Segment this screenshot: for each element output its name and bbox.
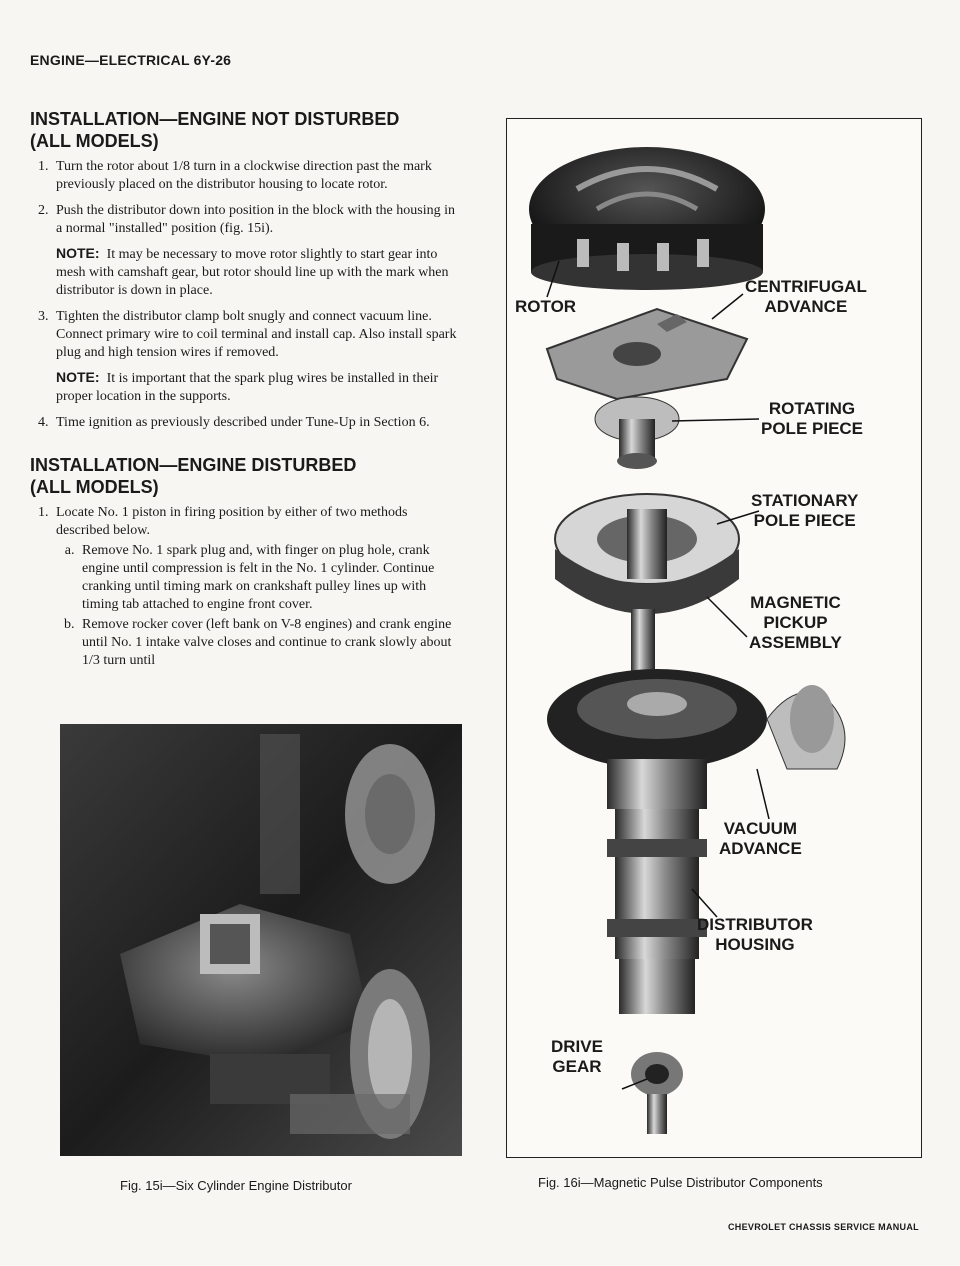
label-rotor: ROTOR (515, 297, 577, 316)
label-centrifugal-advance: CENTRIFUGAL ADVANCE (745, 277, 867, 316)
substeps (56, 542, 460, 670)
distributor-photo (60, 724, 462, 1156)
page-footer: CHEVROLET CHASSIS SERVICE MANUAL (728, 1222, 919, 1232)
section2-steps (30, 504, 460, 670)
step-2: 2. Push the distributor down into position in the block with the housing in a normal "installed" position (fig. 15i). NOTE: It may be necessary to move rotor slightly to start gear into mesh with camshaft gear, but rotor should line up with the mark when distributor is down in place. (52, 202, 460, 300)
figure-16i (506, 118, 922, 1158)
step-4: 4. Time ignition as previously described under Tune-Up in Section 6. (52, 414, 460, 432)
step-3: 3. Tighten the distributor clamp bolt snugly and connect vacuum line. Connect primary wire to coil terminal and install cap. Also install spark plug and high tension wires if removed. NOTE: It is important that the spark plug wires be installed in their proper location in the supports. (52, 308, 460, 406)
left-column (30, 108, 460, 678)
exploded-view-illustration (507, 119, 923, 1159)
label-magnetic-pickup-assembly: MAGNETIC PICKUP ASSEMBLY (749, 593, 842, 652)
substep-b: b. Remove rocker cover (left bank on V-8 engines) and crank engine until No. 1 intake valve closes and continue to crank slowly about 1/3 turn until (78, 616, 460, 670)
note-1: NOTE: It may be necessary to move rotor slightly to start gear into mesh with camshaft gear, but rotor should line up with the mark when distributor is down in place. (56, 245, 449, 298)
section2-title: INSTALLATION—ENGINE DISTURBED (ALL MODELS) (30, 455, 357, 497)
step-1: 1. Turn the rotor about 1/8 turn in a clockwise direction past the mark previously placed on the distributor housing to locate rotor. (52, 158, 460, 194)
substep-a: a. Remove No. 1 spark plug and, with finger on plug hole, crank engine until compression is felt in the No. 1 cylinder. Continue cranking until timing mark on crankshaft pulley lines up with timing tab attached to engine front cover. (78, 542, 460, 614)
figure-16i-caption: Fig. 16i—Magnetic Pulse Distributor Components (538, 1175, 823, 1190)
figure-15i-caption: Fig. 15i—Six Cylinder Engine Distributor (120, 1178, 352, 1193)
section1-title: INSTALLATION—ENGINE NOT DISTURBED (ALL MODELS) (30, 109, 400, 151)
label-rotating-pole-piece: ROTATING POLE PIECE (761, 399, 864, 438)
step-2-1: 1. Locate No. 1 piston in firing position by either of two methods described below. a. Remove No. 1 spark plug and, with finger on plug hole, crank engine until compression is felt in the No. 1 cylinder. Continue cranking until timing mark on crankshaft pulley lines up with timing tab attached to engine front cover. b. Remove rocker cover (left bank on V-8 engines) and crank engine until No. 1 intake valve closes and continue to crank slowly about 1/3 turn until (52, 504, 460, 670)
label-drive-gear: DRIVE GEAR (551, 1037, 603, 1076)
note-2: NOTE: It is important that the spark plug wires be installed in their proper location in the supports. (56, 369, 439, 404)
label-vacuum-advance: VACUUM ADVANCE (719, 819, 802, 858)
label-distributor-housing: DISTRIBUTOR HOUSING (697, 915, 813, 954)
page-header: ENGINE—ELECTRICAL 6Y-26 (30, 52, 232, 68)
section1-steps (30, 158, 460, 432)
label-stationary-pole-piece: STATIONARY POLE PIECE (751, 491, 859, 530)
